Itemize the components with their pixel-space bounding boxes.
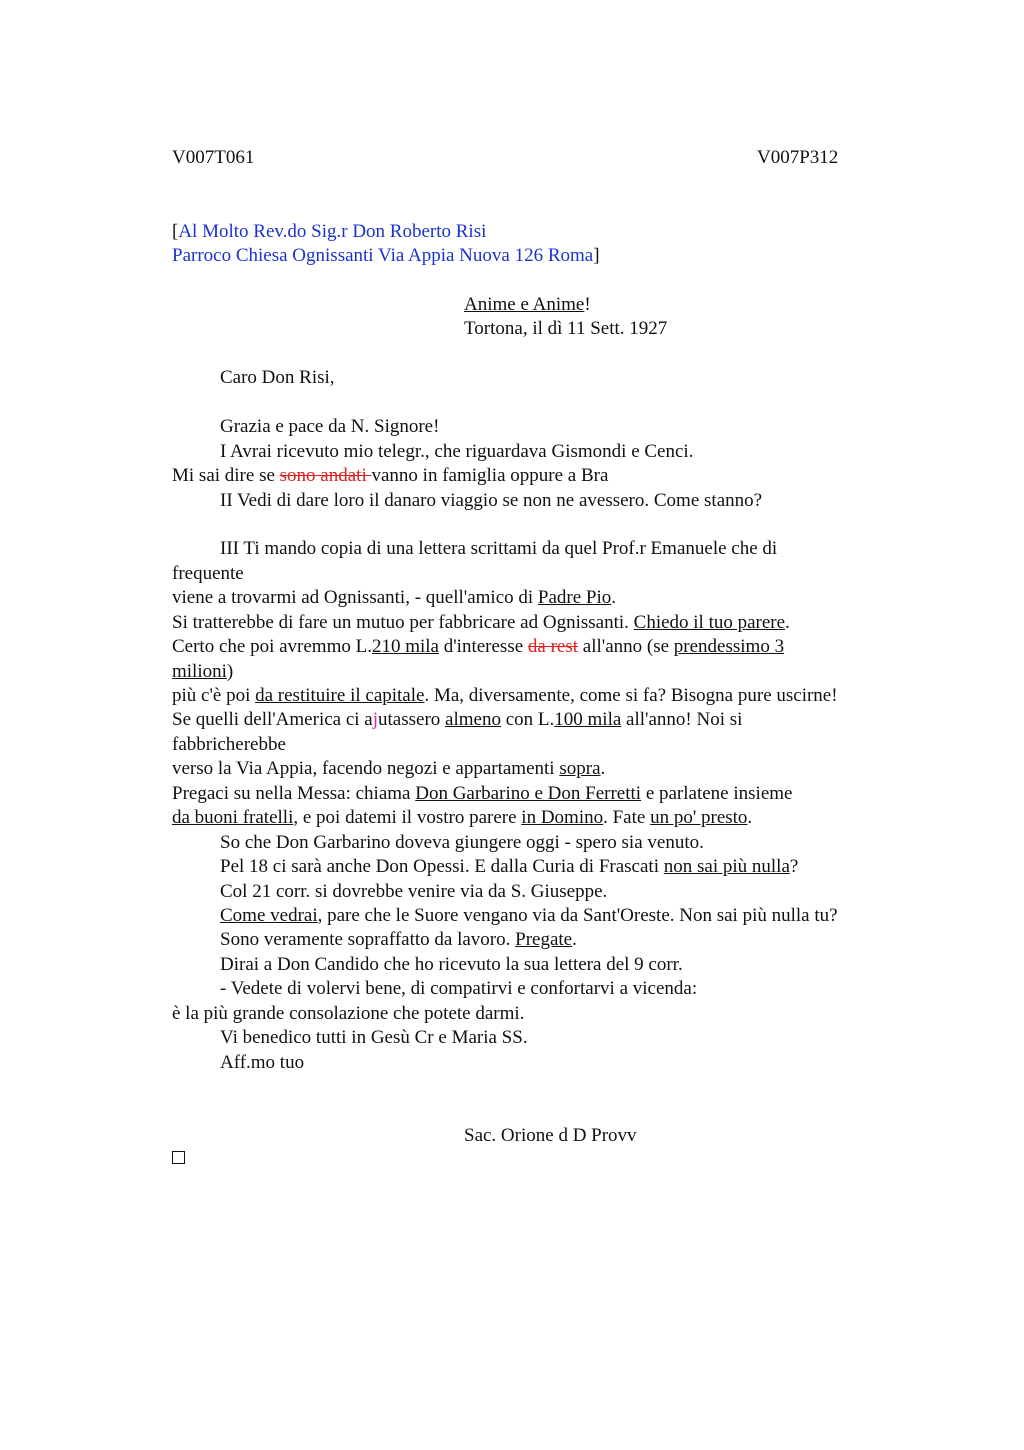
paragraph-3-line: più c'è poi da restituire il capitale. Ma, diversamente, come si fa? Bisogna pure uscirne! bbox=[172, 685, 838, 706]
corrected-letter: j bbox=[372, 709, 379, 730]
paragraph-4-line: Vi benedico tutti in Gesù Cr e Maria SS. bbox=[220, 1027, 528, 1048]
address-recipient: Al Molto Rev.do Sig.r Don Roberto Risi bbox=[178, 221, 487, 242]
document-code-left: V007T061 bbox=[172, 147, 255, 168]
paragraph-4-line: So che Don Garbarino doveva giungere oggi - spero sia venuto. bbox=[220, 832, 704, 853]
paragraph-4-line: - Vedete di volervi bene, di compatirvi e confortarvi a vicenda: bbox=[220, 978, 698, 999]
paragraph-4-line: è la più grande consolazione che potete darmi. bbox=[172, 1003, 525, 1024]
paragraph-3-line: milioni) bbox=[172, 661, 234, 682]
salutation: Caro Don Risi, bbox=[220, 367, 335, 388]
paragraph-4-line: Sono veramente sopraffatto da lavoro. Pregate. bbox=[220, 929, 577, 950]
paragraph-3-line: III Ti mando copia di una lettera scrittami da quel Prof.r Emanuele che di bbox=[220, 538, 778, 559]
checkbox-icon bbox=[172, 1151, 185, 1164]
address-parish: Parroco Chiesa Ognissanti Via Appia Nuova 126 Roma bbox=[172, 245, 594, 266]
paragraph-3-line: Pregaci su nella Messa: chiama Don Garbarino e Don Ferretti e parlatene insieme bbox=[172, 783, 793, 804]
place-date: Tortona, il dì 11 Sett. 1927 bbox=[464, 318, 668, 339]
paragraph-4-line: Pel 18 ci sarà anche Don Opessi. E dalla Curia di Frascati non sai più nulla? bbox=[220, 856, 799, 877]
paragraph-3-line: Se quelli dell'America ci ajutassero almeno con L.100 mila all'anno! Noi si bbox=[172, 709, 743, 730]
paragraph-4-line: Dirai a Don Candido che ho ricevuto la sua lettera del 9 corr. bbox=[220, 954, 683, 975]
paragraph-4-line: Come vedrai, pare che le Suore vengano via da Sant'Oreste. Non sai più nulla tu? bbox=[220, 905, 838, 926]
paragraph-3-line: fabbricherebbe bbox=[172, 734, 286, 755]
greeting: Grazia e pace da N. Signore! bbox=[220, 416, 440, 437]
paragraph-4-line: Col 21 corr. si dovrebbe venire via da S. Giuseppe. bbox=[220, 881, 608, 902]
motto: Anime e Anime! bbox=[464, 294, 591, 315]
paragraph-3-line: verso la Via Appia, facendo negozi e appartamenti sopra. bbox=[172, 758, 606, 779]
paragraph-3-line: Si tratterebbe di fare un mutuo per fabbricare ad Ognissanti. Chiedo il tuo parere. bbox=[172, 612, 790, 633]
paragraph-3-line: Certo che poi avremmo L.210 mila d'interesse da rest all'anno (se prendessimo 3 bbox=[172, 636, 785, 657]
address-line-2 bbox=[172, 244, 600, 268]
struck-text: da rest bbox=[527, 636, 579, 657]
document-code-right: V007P312 bbox=[757, 147, 839, 168]
paragraph-3-line: viene a trovarmi ad Ognissanti, - quell'amico di Padre Pio. bbox=[172, 587, 617, 608]
address-open-bracket: [ bbox=[172, 221, 179, 242]
address-line-1 bbox=[172, 220, 486, 244]
address-close-bracket: ] bbox=[593, 245, 600, 266]
paragraph-2: II Vedi di dare loro il danaro viaggio se non ne avessero. Come stanno? bbox=[220, 490, 763, 511]
paragraph-3-line: da buoni fratelli, e poi datemi il vostro parere in Domino. Fate un po' presto. bbox=[172, 807, 753, 828]
paragraph-1: I Avrai ricevuto mio telegr., che riguardava Gismondi e Cenci. bbox=[220, 441, 694, 462]
paragraph-1-continued: Mi sai dire se sono andati vanno in famiglia oppure a Bra bbox=[172, 465, 609, 486]
struck-text: sono andati bbox=[279, 465, 372, 486]
signature: Sac. Orione d D Provv bbox=[464, 1125, 637, 1146]
closing: Aff.mo tuo bbox=[220, 1052, 305, 1073]
paragraph-3-line: frequente bbox=[172, 563, 244, 584]
